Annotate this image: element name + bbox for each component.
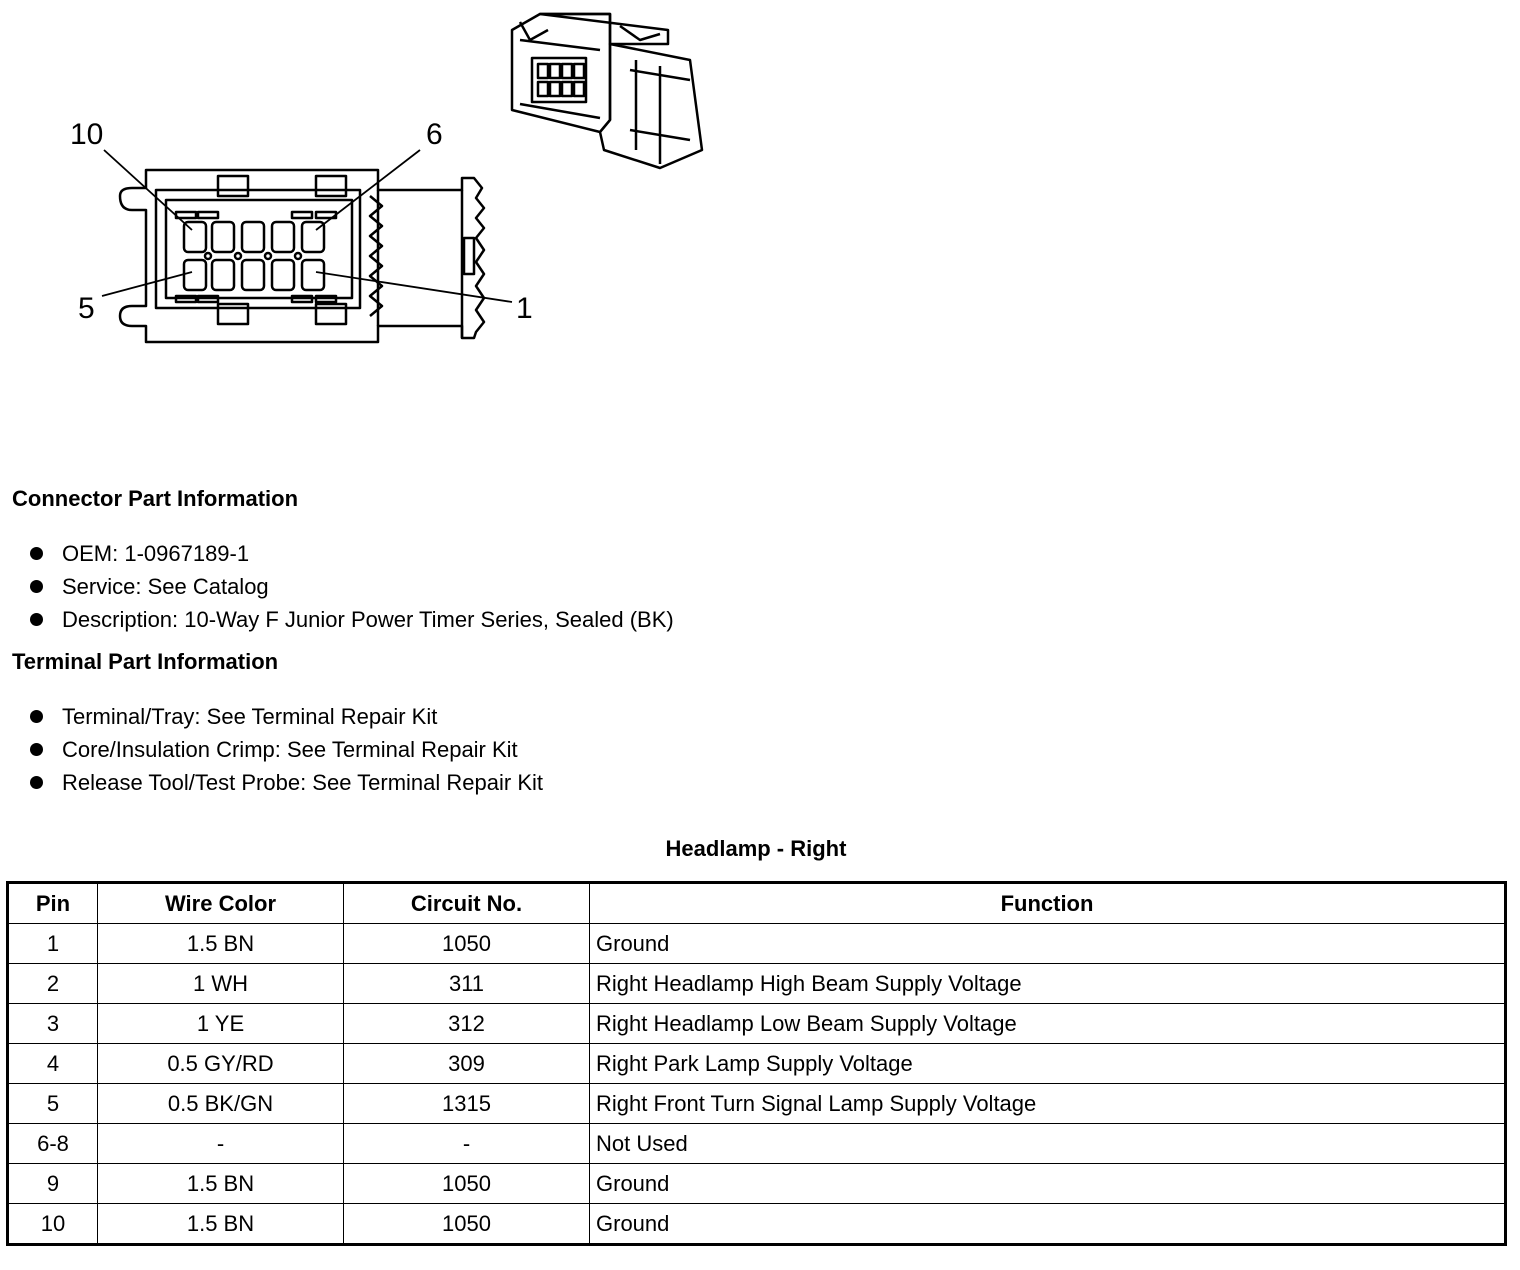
bullet-icon <box>30 580 43 593</box>
cell-function: Right Front Turn Signal Lamp Supply Voltage <box>590 1084 1506 1124</box>
cell-circuit-no: 1050 <box>344 924 590 964</box>
cell-pin: 5 <box>8 1084 98 1124</box>
cell-wire-color: 1.5 BN <box>98 924 344 964</box>
list-item <box>28 733 543 766</box>
callout-label-5: 5 <box>78 292 95 325</box>
callout-label-6: 6 <box>426 118 443 151</box>
column-header-wire-color: Wire Color <box>98 883 344 924</box>
list-item-text: Core/Insulation Crimp: See Terminal Repair Kit <box>62 737 518 762</box>
bullet-icon <box>30 547 43 560</box>
cell-pin: 2 <box>8 964 98 1004</box>
list-item-text: Description: 10-Way F Junior Power Timer Series, Sealed (BK) <box>62 607 674 632</box>
terminal-part-info-heading: Terminal Part Information <box>12 649 279 674</box>
table-header-row <box>8 883 1506 924</box>
cell-wire-color: - <box>98 1124 344 1164</box>
list-item-text: OEM: 1-0967189-1 <box>62 541 250 566</box>
table-row <box>8 1204 1506 1245</box>
table-row <box>8 964 1506 1004</box>
list-item <box>28 570 674 603</box>
column-header-circuit-no: Circuit No. <box>344 883 590 924</box>
cell-function: Ground <box>590 1164 1506 1204</box>
terminal-part-info-list <box>28 700 543 799</box>
bullet-icon <box>30 743 43 756</box>
cell-circuit-no: 311 <box>344 964 590 1004</box>
cell-wire-color: 1.5 BN <box>98 1204 344 1245</box>
callout-label-10: 10 <box>70 118 104 151</box>
cell-circuit-no: 1050 <box>344 1204 590 1245</box>
cell-function: Ground <box>590 1204 1506 1245</box>
cell-wire-color: 1 WH <box>98 964 344 1004</box>
list-item-text: Release Tool/Test Probe: See Terminal Repair Kit <box>62 770 543 795</box>
cell-circuit-no: - <box>344 1124 590 1164</box>
cell-pin: 6-8 <box>8 1124 98 1164</box>
connector-3d-sketch <box>512 14 702 168</box>
pin-table-title: Headlamp - Right <box>665 836 847 861</box>
list-item <box>28 603 674 636</box>
bullet-icon <box>30 776 43 789</box>
cell-pin: 9 <box>8 1164 98 1204</box>
list-item <box>28 700 543 733</box>
bullet-icon <box>30 710 43 723</box>
table-row <box>8 924 1506 964</box>
cell-function: Right Headlamp High Beam Supply Voltage <box>590 964 1506 1004</box>
cell-wire-color: 1 YE <box>98 1004 344 1044</box>
cell-circuit-no: 1315 <box>344 1084 590 1124</box>
cell-circuit-no: 309 <box>344 1044 590 1084</box>
callout-label-1: 1 <box>516 292 533 325</box>
cell-pin: 3 <box>8 1004 98 1044</box>
cell-function: Right Headlamp Low Beam Supply Voltage <box>590 1004 1506 1044</box>
table-row <box>8 1044 1506 1084</box>
list-item-text: Terminal/Tray: See Terminal Repair Kit <box>62 704 438 729</box>
cell-wire-color: 1.5 BN <box>98 1164 344 1204</box>
list-item-text: Service: See Catalog <box>62 574 269 599</box>
list-item <box>28 537 674 570</box>
cell-wire-color: 0.5 BK/GN <box>98 1084 344 1124</box>
table-row <box>8 1004 1506 1044</box>
pin-table <box>6 881 1507 1246</box>
column-header-pin: Pin <box>8 883 98 924</box>
list-item <box>28 766 543 799</box>
cell-pin: 4 <box>8 1044 98 1084</box>
cell-pin: 1 <box>8 924 98 964</box>
connector-part-info-list <box>28 537 674 636</box>
connector-face <box>120 170 484 342</box>
connector-diagram <box>0 0 760 400</box>
table-row <box>8 1084 1506 1124</box>
bullet-icon <box>30 613 43 626</box>
cell-wire-color: 0.5 GY/RD <box>98 1044 344 1084</box>
table-row <box>8 1124 1506 1164</box>
cell-pin: 10 <box>8 1204 98 1245</box>
cell-function: Right Park Lamp Supply Voltage <box>590 1044 1506 1084</box>
table-row <box>8 1164 1506 1204</box>
column-header-function: Function <box>590 883 1506 924</box>
connector-part-info-heading: Connector Part Information <box>12 486 299 511</box>
cell-function: Not Used <box>590 1124 1506 1164</box>
cell-circuit-no: 312 <box>344 1004 590 1044</box>
cell-function: Ground <box>590 924 1506 964</box>
cell-circuit-no: 1050 <box>344 1164 590 1204</box>
